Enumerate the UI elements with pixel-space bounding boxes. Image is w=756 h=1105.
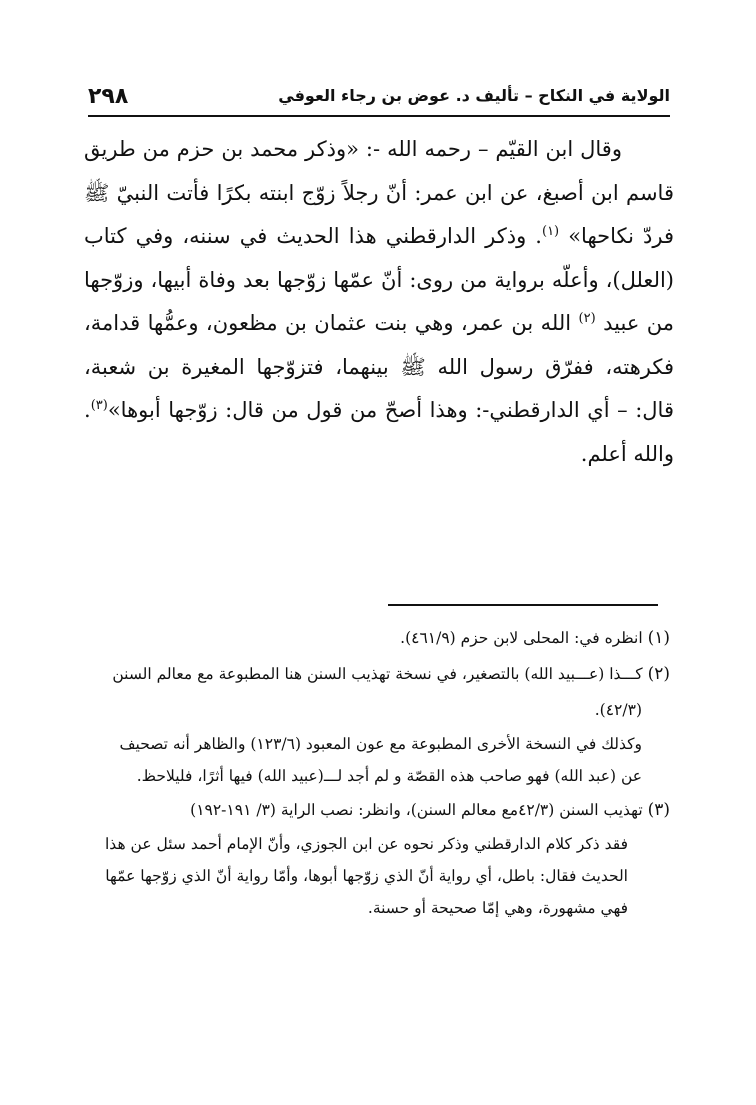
footnote-2-paragraph-2: وكذلك في النسخة الأخرى المطبوعة مع عون المعبود (١٢٣/٦) والظاهر أنه تصحيف xyxy=(119,735,642,753)
footnote-2 xyxy=(100,656,670,692)
header-rule xyxy=(88,115,670,117)
main-text xyxy=(84,128,674,476)
main-text-part-3: الله بن عمر، وهي بنت عثمان بن مظعون، وعمُّها قدامة، فكرهته، ففرّق رسول الله ﷺ بينهما، فتزوّجها المغيرة بن شعبة، قال: – أي الدارقطني-: وهذا أصحّ من قول من قال: زوّجها أبوها» xyxy=(84,311,674,422)
main-text-part-1: وقال ابن القيّم – رحمه الله -: «وذكر محمد بن حزم من طريق قاسم ابن أصبغ، عن ابن عمر: أنّ رجلاً زوّج ابنته بكرًا فأتت النبيّ ﷺ فردّ نكاحها» xyxy=(84,137,675,248)
main-paragraph xyxy=(84,128,674,476)
footnote-text: انظره في: المحلى لابن حزم (٤٦١/٩). xyxy=(400,629,643,647)
footnote-1 xyxy=(100,620,670,656)
footnote-3-continuation: فقد ذكر كلام الدارقطني وذكر نحوه عن ابن الجوزي، وأنّ الإمام أحمد سئل عن هذا الحديث فقال: باطل، أي رواية أنّ الذي زوّجها أبوها، وأمّا رواية أنّ الذي زوّجها عمّها فهي مشهورة، وهي إمّا صحيحة أو حسنة. xyxy=(105,835,628,917)
footnote-separator xyxy=(388,604,658,606)
footnote-text: كـــذا (عـــبيد الله) بالتصغير، في نسخة تهذيب السنن هنا المطبوعة مع معالم السنن xyxy=(112,665,643,683)
running-title: الولاية في النكاح – تأليف د. عوض بن رجاء العوفي xyxy=(278,86,670,105)
page-number: ٢٩٨ xyxy=(88,84,129,109)
footnote-ref-1: (١) xyxy=(541,224,560,239)
page-header xyxy=(88,84,670,112)
footnote-number: (٢) xyxy=(647,664,670,684)
footnote-text: تهذيب السنن (٤٢/٣مع معالم السنن)، وانظر: نصب الراية (٣/ ١٩١-١٩٢) xyxy=(190,801,643,819)
footnote-ref-2: (٢) xyxy=(578,311,596,326)
footnote-2-paragraph-3: عن (عبد الله) فهو صاحب هذه القصّة و لم أجد لـــ(عبيد الله) فيها أثرًا، فليلاحظ. xyxy=(136,767,642,785)
main-text-part-2: . وذكر الدارقطني هذا الحديث في سننه، وفي كتاب (العلل)، وأعلّه برواية من روى: أنّ عمّها زوّجها بعد وفاة أبيها، وزوّجها من عبيد xyxy=(84,224,675,335)
footnote-3 xyxy=(100,792,670,828)
footnote-2-continuation: (٤٢/٣). xyxy=(594,701,642,719)
footnote-number: (٣) xyxy=(647,800,670,820)
footnote-ref-3: (٣) xyxy=(90,398,108,413)
footnote-number: (١) xyxy=(647,628,670,648)
footnotes xyxy=(100,620,670,924)
main-text-part-4: . والله أعلم. xyxy=(84,398,674,466)
